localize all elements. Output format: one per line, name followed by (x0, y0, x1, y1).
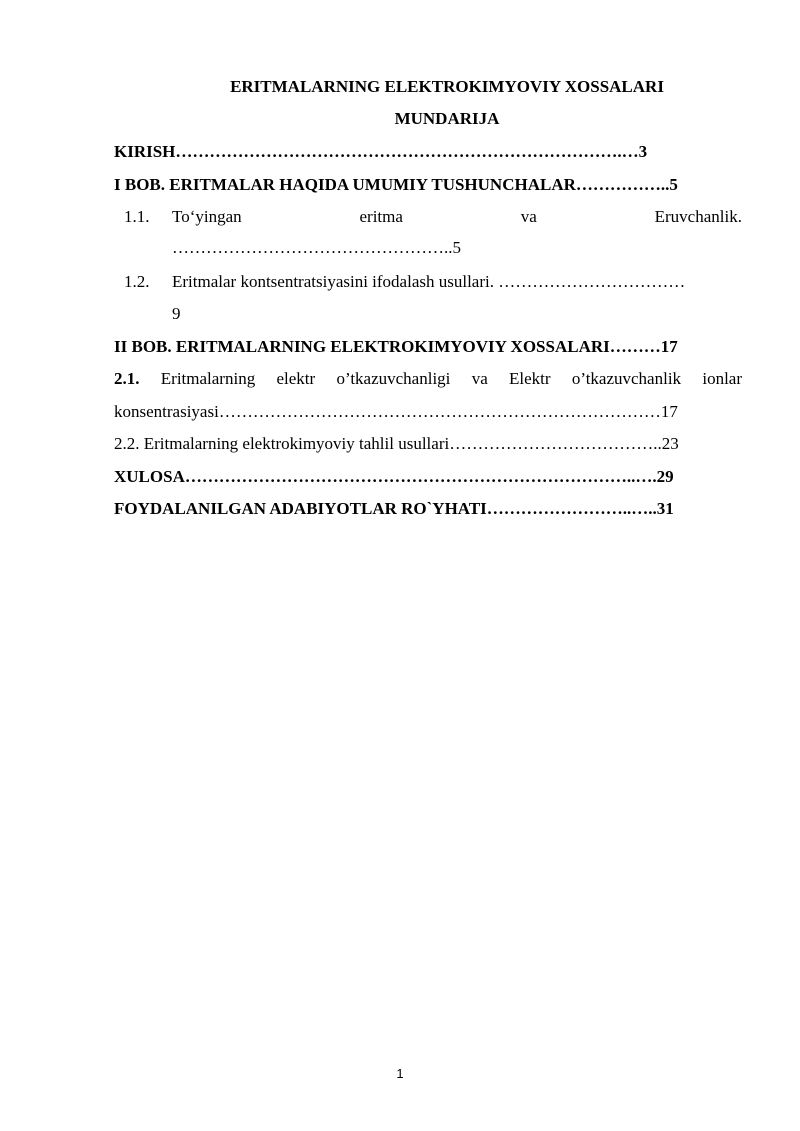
toc-entry-2-1-leader: konsentrasiyasi……………………………………………………………………17 (114, 402, 678, 421)
toc-word: o’tkazuvchanligi (336, 369, 451, 388)
toc-entry-bibliography: FOYDALANILGAN ADABIYOTLAR RO`YHATI……………………..…..31 (114, 499, 674, 518)
toc-entry-1-1 (172, 207, 742, 227)
document-title: ERITMALARNING ELEKTROKIMYOVIY XOSSALARI (230, 77, 664, 96)
toc-word: ionlar (702, 369, 742, 388)
toc-entry-chapter-1: I BOB. ERITMALAR HAQIDA UMUMIY TUSHUNCHALAR……………..5 (114, 175, 678, 194)
toc-entry-xulosa: XULOSA……………………………………………………………………..….29 (114, 467, 674, 486)
toc-entry-2-1 (114, 369, 742, 389)
toc-word: Eritmalarning (160, 369, 256, 388)
toc-word: va (520, 207, 537, 226)
toc-entry-1-2: Eritmalar kontsentratsiyasini ifodalash usullari. …………………………… (172, 272, 686, 291)
toc-word: o’tkazuvchanlik (571, 369, 682, 388)
page-number: 1 (396, 1066, 404, 1081)
toc-entry-chapter-2: II BOB. ERITMALARNING ELEKTROKIMYOVIY XOSSALARI………17 (114, 337, 678, 356)
toc-entry-1-1-leader: …………………………………………..5 (172, 238, 461, 257)
toc-section-number: 1.1. (124, 207, 150, 226)
toc-word: Elektr (509, 369, 551, 388)
toc-section-number: 2.1. (114, 369, 140, 388)
toc-section-number: 1.2. (124, 272, 150, 291)
toc-word: eritma (359, 207, 403, 226)
toc-word: Eruvchanlik. (654, 207, 742, 226)
toc-heading: MUNDARIJA (394, 109, 500, 128)
toc-entry-1-2-page: 9 (172, 304, 181, 323)
toc-entry-kirish: KIRISH…………………………………………………………………….…3 (114, 142, 648, 161)
toc-word: elektr (276, 369, 316, 388)
toc-word: va (471, 369, 488, 388)
toc-word: To‘yingan (172, 207, 242, 226)
toc-entry-2-2: 2.2. Eritmalarning elektrokimyoviy tahlil usullari………………………………..23 (114, 434, 679, 453)
